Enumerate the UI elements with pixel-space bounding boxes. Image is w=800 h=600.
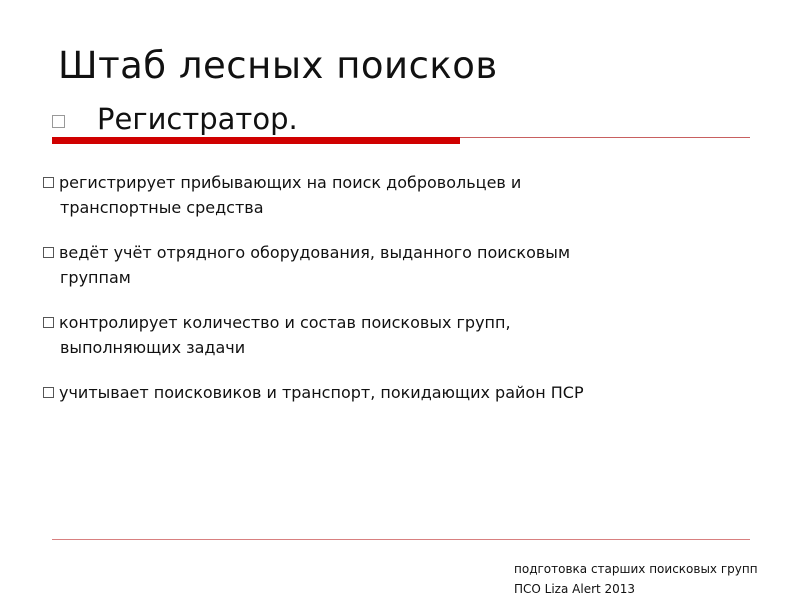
bullet-text-continued: транспортные средства bbox=[60, 198, 264, 217]
bullet-text: учитывает поисковиков и транспорт, покидающих район ПСР bbox=[59, 383, 584, 402]
bullet-text: регистрирует прибывающих на поиск добровольцев и bbox=[59, 173, 522, 192]
bullet-item bbox=[43, 170, 743, 220]
footer-line: ПСО Liza Alert 2013 bbox=[514, 582, 636, 596]
bullet-text-continued: группам bbox=[60, 268, 131, 287]
bullet-text: контролирует количество и состав поисковых групп, bbox=[59, 313, 511, 332]
square-bullet-icon bbox=[52, 115, 65, 128]
footer bbox=[514, 559, 758, 599]
accent-rule bbox=[52, 137, 460, 144]
thin-rule bbox=[460, 137, 750, 138]
slide-subtitle: Регистратор. bbox=[97, 102, 298, 136]
checkbox-bullet-icon bbox=[43, 247, 54, 258]
footer-rule bbox=[52, 539, 750, 540]
bullet-list bbox=[43, 170, 743, 425]
checkbox-bullet-icon bbox=[43, 317, 54, 328]
bullet-item bbox=[43, 240, 743, 290]
checkbox-bullet-icon bbox=[43, 177, 54, 188]
bullet-item bbox=[43, 380, 743, 405]
checkbox-bullet-icon bbox=[43, 387, 54, 398]
footer-line: подготовка старших поисковых групп bbox=[514, 562, 758, 576]
bullet-text: ведёт учёт отрядного оборудования, выданного поисковым bbox=[59, 243, 571, 262]
bullet-item bbox=[43, 310, 743, 360]
bullet-text-continued: выполняющих задачи bbox=[60, 338, 246, 357]
slide-title: Штаб лесных поисков bbox=[58, 44, 498, 87]
